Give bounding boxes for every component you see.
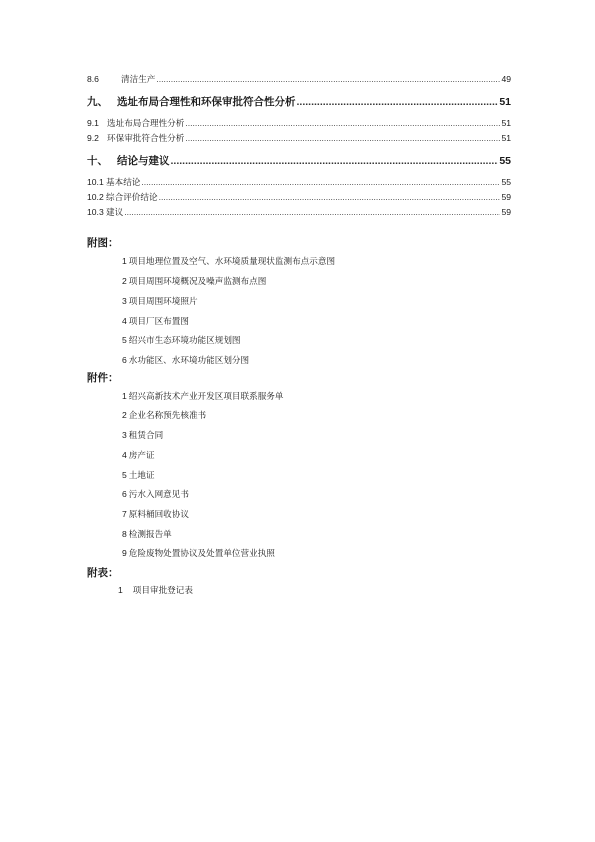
toc-leader xyxy=(156,74,500,84)
toc-leader xyxy=(185,133,500,143)
toc-number: 十、 xyxy=(87,155,108,167)
toc-entry-10-3[interactable] xyxy=(87,206,511,218)
toc-page: 49 xyxy=(501,74,511,84)
figure-item: 4 项目厂区布置图 xyxy=(122,316,189,327)
toc-page: 59 xyxy=(501,207,511,217)
toc-leader xyxy=(297,96,499,108)
toc-number: 10.2 xyxy=(87,192,104,202)
toc-number: 10.1 xyxy=(87,177,104,187)
attachment-item: 2 企业名称预先核准书 xyxy=(122,410,207,421)
toc-entry-10-2[interactable] xyxy=(87,191,511,203)
toc-leader xyxy=(185,118,500,128)
attachment-item: 7 原料桶回收协议 xyxy=(122,509,189,520)
toc-number: 10.3 xyxy=(87,207,104,217)
toc-chapter-10[interactable] xyxy=(87,153,511,168)
attachment-item: 9 危险废物处置协议及处置单位营业执照 xyxy=(122,548,275,559)
toc-page: 55 xyxy=(499,155,511,167)
toc-leader xyxy=(141,177,500,187)
toc-entry-10-1[interactable] xyxy=(87,176,511,188)
toc-entry-8-6[interactable] xyxy=(87,73,511,85)
toc-entry-9-2[interactable] xyxy=(87,132,511,144)
toc-title: 建议 xyxy=(106,208,124,218)
toc-leader xyxy=(159,192,501,202)
toc-number: 9.1 xyxy=(87,118,99,128)
toc-page: 59 xyxy=(501,192,511,202)
toc-entry-9-1[interactable] xyxy=(87,117,511,129)
attachment-item: 5 土地证 xyxy=(122,470,155,481)
attachment-item: 1 绍兴高新技术产业开发区项目联系服务单 xyxy=(122,391,284,402)
toc-title: 选址布局合理性分析 xyxy=(107,119,185,129)
figure-item: 2 项目周围环境概况及噪声监测布点图 xyxy=(122,276,267,287)
toc-title: 综合评价结论 xyxy=(106,193,158,203)
attachment-item: 4 房产证 xyxy=(122,450,155,461)
toc-number: 九、 xyxy=(87,96,108,108)
figure-item: 6 水功能区、水环境功能区划分图 xyxy=(122,355,250,366)
figure-item: 5 绍兴市生态环境功能区规划图 xyxy=(122,335,241,346)
table-item: 1 项目审批登记表 xyxy=(118,585,193,596)
toc-number: 9.2 xyxy=(87,133,99,143)
figure-item: 3 项目周围环境照片 xyxy=(122,296,198,307)
toc-title: 环保审批符合性分析 xyxy=(107,134,185,144)
toc-page: 51 xyxy=(499,96,511,108)
toc-leader xyxy=(124,207,500,217)
attachment-item: 3 租赁合同 xyxy=(122,430,164,441)
toc-title: 结论与建议 xyxy=(117,155,170,167)
toc-page: 51 xyxy=(501,118,511,128)
attachment-item: 8 检测报告单 xyxy=(122,529,172,540)
toc-title: 清洁生产 xyxy=(121,75,156,85)
attachment-item: 6 污水入网意见书 xyxy=(122,489,189,500)
toc-page: 55 xyxy=(501,177,511,187)
attachments-heading: 附件： xyxy=(87,372,119,384)
tables-heading: 附表： xyxy=(87,567,119,579)
toc-chapter-9[interactable] xyxy=(87,94,511,109)
figures-heading: 附图： xyxy=(87,237,119,249)
toc-page: 51 xyxy=(501,133,511,143)
figure-item: 1 项目地理位置及空气、水环境质量现状监测布点示意图 xyxy=(122,256,336,267)
toc-title: 选址布局合理性和环保审批符合性分析 xyxy=(117,96,296,108)
toc-title: 基本结论 xyxy=(106,178,141,188)
toc-leader xyxy=(171,155,499,167)
toc-number: 8.6 xyxy=(87,74,99,84)
